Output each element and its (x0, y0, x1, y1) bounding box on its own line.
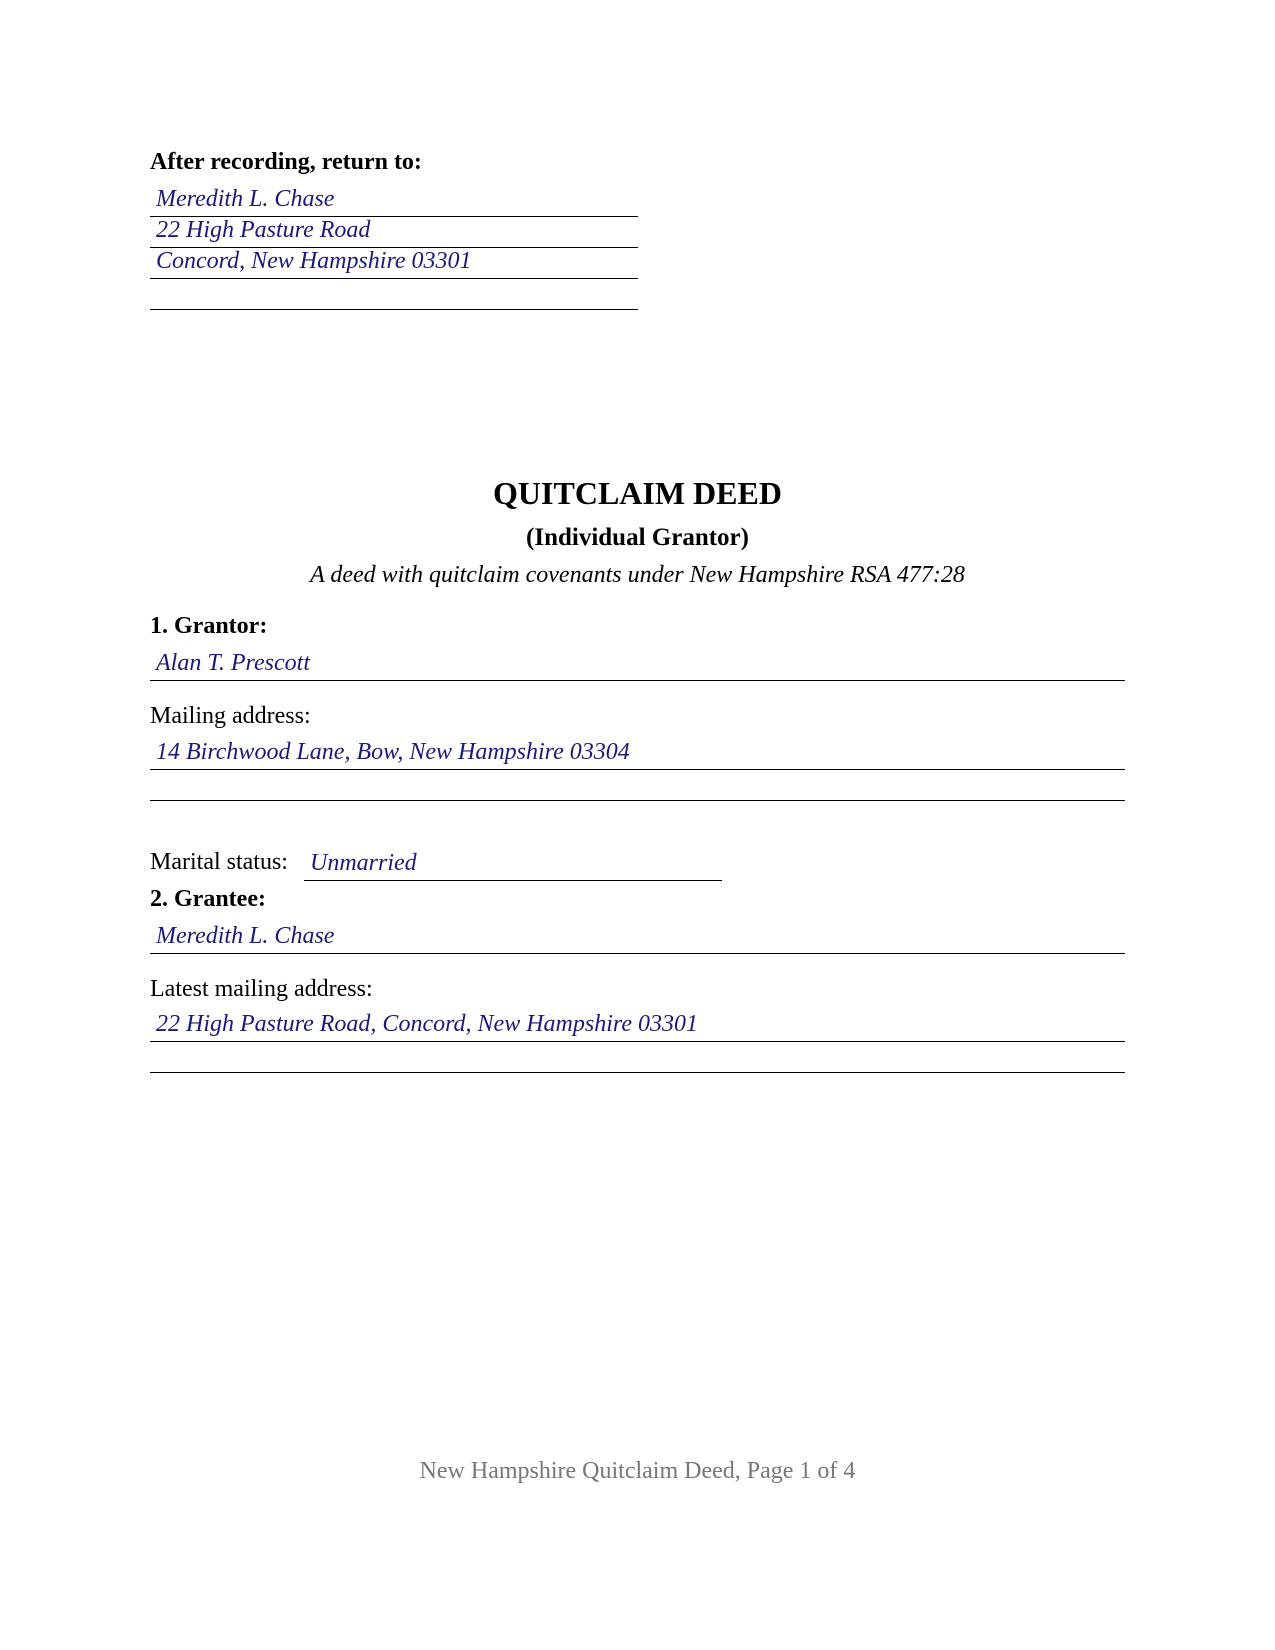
grantor-name-field[interactable] (150, 650, 1125, 681)
document-description: A deed with quitclaim covenants under New Hampshire RSA 477:28 (310, 562, 965, 588)
grantor-mailing-line-1[interactable] (150, 739, 1125, 770)
grantee-name-field[interactable] (150, 923, 1125, 954)
marital-status-value: Unmarried (310, 850, 417, 876)
marital-status-label: Marital status: (150, 849, 288, 875)
grantee-mailing-line-1[interactable] (150, 1011, 1125, 1042)
grantee-mailing-label: Latest mailing address: (150, 976, 373, 1002)
grantor-mailing-label: Mailing address: (150, 703, 311, 729)
return-line-3-value: Concord, New Hampshire 03301 (156, 248, 472, 274)
document-subtitle: (Individual Grantor) (526, 524, 749, 551)
document-title: QUITCLAIM DEED (493, 475, 782, 511)
grantee-heading: 2. Grantee: (150, 886, 266, 912)
return-line-1[interactable] (150, 186, 638, 217)
grantor-mailing-line-2[interactable] (150, 770, 1125, 801)
return-line-2[interactable] (150, 217, 638, 248)
marital-status-field[interactable] (304, 850, 722, 881)
return-line-1-value: Meredith L. Chase (156, 186, 335, 212)
grantor-name-value: Alan T. Prescott (156, 650, 310, 676)
grantor-mailing-line-1-value: 14 Birchwood Lane, Bow, New Hampshire 03304 (156, 739, 630, 765)
grantee-name-value: Meredith L. Chase (156, 923, 335, 949)
grantee-mailing-line-2[interactable] (150, 1042, 1125, 1073)
grantor-heading: 1. Grantor: (150, 613, 268, 639)
return-line-3[interactable] (150, 248, 638, 279)
grantee-mailing-line-1-value: 22 High Pasture Road, Concord, New Hampshire 03301 (156, 1011, 698, 1037)
return-heading: After recording, return to: (150, 149, 422, 175)
return-line-4[interactable] (150, 279, 638, 310)
page-footer: New Hampshire Quitclaim Deed, Page 1 of 4 (419, 1458, 856, 1484)
return-line-2-value: 22 High Pasture Road (156, 217, 371, 243)
